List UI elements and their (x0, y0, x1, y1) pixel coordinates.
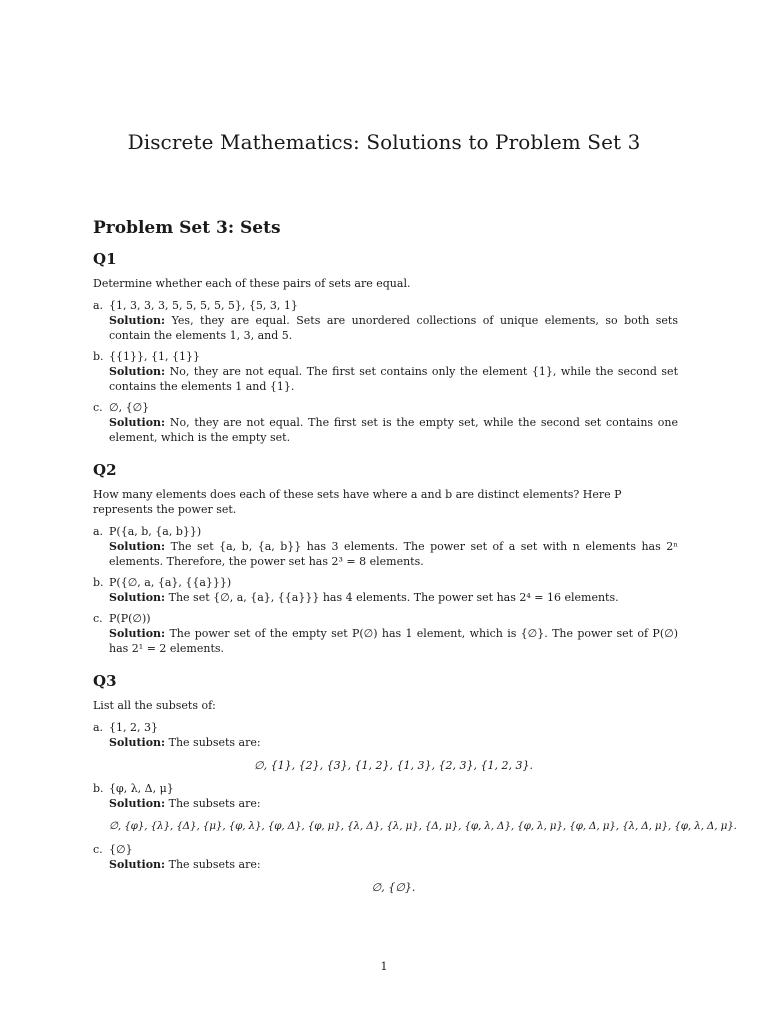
solution-text: The power set of the empty set P(∅) has 1 element, which is {∅}. The power set of P(∅) has 2¹ = 2 elements. (109, 627, 678, 655)
question-item (93, 611, 678, 656)
solution (93, 796, 678, 811)
solution-label: Solution: (109, 736, 166, 749)
question-title: Q2 (93, 461, 117, 479)
solution-label: Solution: (109, 797, 166, 810)
question-item (93, 720, 678, 773)
question-item (93, 524, 678, 569)
item-expression: ∅, {∅} (109, 401, 150, 414)
solution (93, 415, 678, 445)
section-title: Problem Set 3: Sets (93, 218, 281, 238)
document-body (93, 218, 737, 911)
item-label: a. (93, 721, 104, 734)
solution-label: Solution: (109, 314, 166, 327)
solution-text: No, they are not equal. The first set is the empty set, while the second set contains one element, which is the empty set. (109, 416, 678, 444)
solution (93, 857, 678, 872)
question-title: Q3 (93, 672, 117, 690)
solution-label: Solution: (109, 365, 166, 378)
subset-list: ∅, {1}, {2}, {3}, {1, 2}, {1, 3}, {2, 3}, {1, 2, 3}. (254, 759, 533, 772)
page-number: 1 (380, 960, 388, 973)
subset-list: ∅, {φ}, {λ}, {Δ}, {μ}, {φ, λ}, {φ, Δ}, {φ, μ}, {λ, Δ}, {λ, μ}, {Δ, μ}, {φ, λ, Δ}, {φ, λ, μ}, {φ, Δ, μ}, {λ, Δ, μ}, {φ, λ, Δ, μ}. (109, 820, 737, 832)
subset-list: ∅, {∅}. (371, 881, 416, 894)
solution (93, 590, 678, 605)
solution-label: Solution: (109, 591, 166, 604)
item-expression: {1, 3, 3, 3, 5, 5, 5, 5, 5}, {5, 3, 1} (109, 299, 298, 312)
question-item (93, 400, 678, 445)
solution-label: Solution: (109, 858, 166, 871)
question-item (93, 575, 678, 605)
solution-text: The subsets are: (168, 797, 261, 810)
item-label: c. (93, 401, 103, 414)
solution-text: The subsets are: (168, 858, 261, 871)
item-expression: {1, 2, 3} (109, 721, 158, 734)
item-label: b. (93, 576, 104, 589)
question-q1 (93, 250, 678, 445)
solution-label: Solution: (109, 540, 166, 553)
solution (93, 626, 678, 656)
question-q3 (93, 672, 737, 895)
item-expression: {{1}}, {1, {1}} (109, 350, 200, 363)
solution-text: The set {∅, a, {a}, {{a}}} has 4 elements. The power set has 2⁴ = 16 elements. (168, 591, 619, 604)
question-item (93, 842, 678, 895)
solution-label: Solution: (109, 627, 166, 640)
question-item (93, 781, 737, 834)
question-text: List all the subsets of: (93, 699, 216, 712)
solution-text: Yes, they are equal. Sets are unordered collections of unique elements, so both sets contain the elements 1, 3, and 5. (109, 314, 678, 342)
solution (93, 735, 678, 750)
question-text: Determine whether each of these pairs of sets are equal. (93, 277, 411, 290)
solution (93, 313, 678, 343)
item-expression: {φ, λ, Δ, μ} (109, 782, 174, 795)
solution (93, 539, 678, 569)
item-label: c. (93, 612, 103, 625)
item-expression: {∅} (109, 843, 133, 856)
item-expression: P({∅, a, {a}, {{a}}}) (109, 576, 232, 589)
item-label: a. (93, 525, 104, 538)
item-label: b. (93, 782, 104, 795)
document-title: Discrete Mathematics: Solutions to Problem Set 3 (127, 130, 641, 154)
question-item (93, 298, 678, 343)
solution-label: Solution: (109, 416, 166, 429)
solution-text: No, they are not equal. The first set contains only the element {1}, while the second set contains the elements 1 and {1}. (109, 365, 678, 393)
item-label: a. (93, 299, 104, 312)
question-q2 (93, 461, 678, 656)
solution-text: The set {a, b, {a, b}} has 3 elements. The power set of a set with n elements has 2ⁿ elements. Therefore, the power set has 2³ = 8 elements. (109, 540, 678, 568)
question-title: Q1 (93, 250, 117, 268)
item-label: b. (93, 350, 104, 363)
solution-text: The subsets are: (168, 736, 261, 749)
item-expression: P(P(∅)) (109, 612, 151, 625)
question-text: How many elements does each of these sets have where a and b are distinct elements? Here P represents the power set. (93, 488, 622, 516)
solution (93, 364, 678, 394)
item-expression: P({a, b, {a, b}}) (109, 525, 202, 538)
question-item (93, 349, 678, 394)
item-label: c. (93, 843, 103, 856)
